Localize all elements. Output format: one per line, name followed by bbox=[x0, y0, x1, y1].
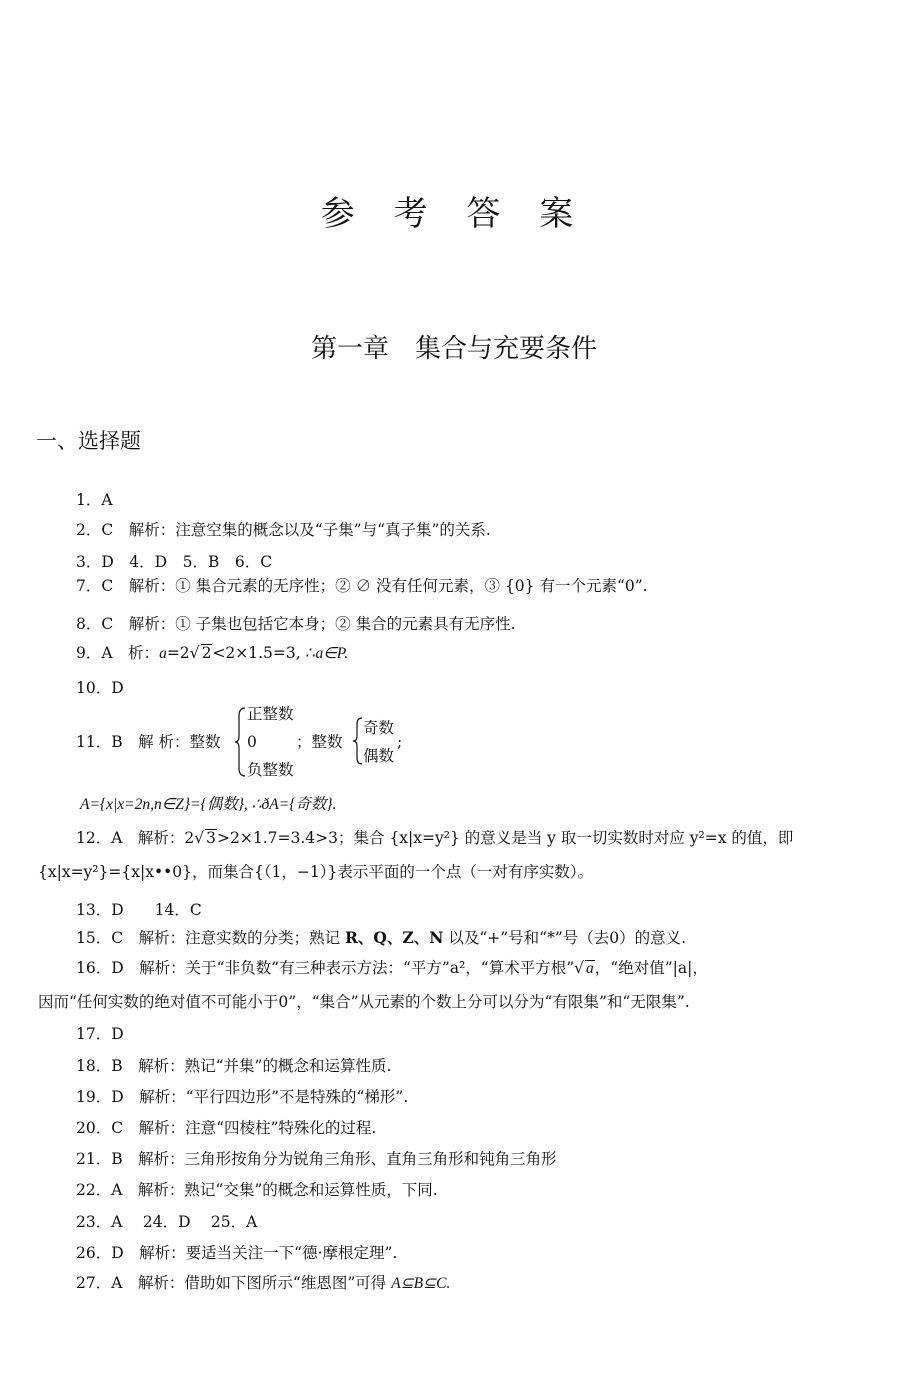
answer-27-relation: A⊆B⊆C. bbox=[391, 1275, 451, 1292]
answer-26: 26．D 解析：要适当关注一下“德·摩根定理”. bbox=[76, 1244, 398, 1262]
answer-7-text: 7．C 解析：① 集合元素的无序性；② ∅ 没有任何元素，③ bbox=[76, 577, 505, 595]
answer-12-radicand: 3 bbox=[206, 829, 217, 847]
answer-11-sets bbox=[80, 794, 336, 815]
answer-11-complement: A={奇数}. bbox=[269, 796, 337, 813]
answer-17: 17．D bbox=[76, 1025, 124, 1043]
answer-16-abs: ，“绝对值”|a|， bbox=[594, 959, 708, 977]
answer-9 bbox=[76, 643, 348, 664]
answer-21: 21．B 解析：三角形按角分为锐角三角形、直角三角形和钝角三角形 bbox=[76, 1150, 557, 1168]
answer-19: 19．D 解析：“平行四边形”不是特殊的“梯形”. bbox=[76, 1088, 409, 1106]
case-negative: 负整数 bbox=[247, 761, 294, 779]
answer-11-mid: ；整数 bbox=[296, 733, 343, 751]
answer-22: 22．A 解析：熟记“交集”的概念和运算性质，下同. bbox=[76, 1181, 438, 1199]
answer-3-6: 3．D 4．D 5．B 6．C bbox=[76, 553, 273, 571]
answer-16-cont: 因而“任何实数的绝对值不可能小于0”，“集合”从元素的个数上分可以分为“有限集”和“无限集”. bbox=[38, 993, 690, 1011]
answer-9-var: a bbox=[159, 645, 167, 662]
answer-9-concl: a∈P. bbox=[315, 645, 349, 662]
answer-2: 2．C 解析：注意空集的概念以及“子集”与“真子集”的关系. bbox=[76, 521, 491, 539]
answer-8: 8．C 解析：① 子集也包括它本身；② 集合的元素具有无序性. bbox=[76, 615, 516, 633]
answer-12-text: >2×1.7=3.4>3；集合 {x|x=y²} 的意义是当 y 取一切实数时对应 y²=x 的值，即 bbox=[217, 829, 794, 847]
answer-13-14: 13．D 14．C bbox=[76, 901, 202, 919]
answer-11-label: 11．B 解 析：整数 bbox=[76, 733, 221, 751]
section-heading: 一、选择题 bbox=[36, 429, 141, 453]
answer-20: 20．C 解析：注意“四棱柱”特殊化的过程. bbox=[76, 1119, 377, 1137]
case-positive: 正整数 bbox=[247, 705, 294, 723]
answer-27 bbox=[76, 1273, 450, 1294]
answer-9-radicand: 2 bbox=[201, 644, 212, 662]
answer-23-25: 23．A 24．D 25．A bbox=[76, 1213, 258, 1231]
page-title: 参 考 答 案 bbox=[320, 194, 588, 234]
chapter-heading: 第一章 集合与充要条件 bbox=[310, 334, 597, 364]
answer-11-set-a: A={x|x=2n,n∈Z}={偶数}, ∴ð bbox=[80, 796, 270, 813]
answer-15-end: 以及“+”号和“*”号（去0）的意义. bbox=[443, 929, 687, 947]
answer-9-eq: =2 bbox=[166, 644, 190, 662]
answer-7 bbox=[76, 576, 648, 596]
left-brace-icon bbox=[353, 716, 363, 766]
answer-10: 10．D bbox=[76, 679, 124, 697]
sqrt-icon: √ bbox=[189, 644, 200, 662]
case-odd: 奇数 bbox=[363, 719, 395, 737]
answer-7-end: 有一个元素“0”. bbox=[534, 577, 648, 595]
answer-12 bbox=[76, 828, 793, 848]
answer-1: 1．A bbox=[76, 491, 113, 509]
answer-7-set: {0} bbox=[504, 577, 535, 595]
answer-27-text: 27．A 解析：借助如下图所示“维恩图”可得 bbox=[76, 1274, 392, 1292]
answer-16-radicand: a bbox=[586, 960, 594, 977]
answer-9-label: 9．A 析： bbox=[76, 644, 160, 662]
answer-12-cont: {x|x=y²}={x|x••0}，而集合{（1，−1）}表示平面的一个点（一对有序实数）。 bbox=[38, 863, 594, 881]
answer-15 bbox=[76, 928, 686, 948]
left-brace-icon bbox=[235, 706, 247, 778]
answer-15-sets: R、Q、Z、N bbox=[345, 928, 444, 947]
answer-12-label: 12．A 解析：2 bbox=[76, 829, 195, 847]
answer-18: 18．B 解析：熟记“并集”的概念和运算性质. bbox=[76, 1057, 392, 1075]
answer-9-ineq: <2×1.5=3, ∴ bbox=[212, 644, 316, 662]
case-even: 偶数 bbox=[363, 747, 395, 765]
sqrt-icon: √ bbox=[194, 829, 205, 847]
answer-15-text: 15．C 解析：注意实数的分类；熟记 bbox=[76, 929, 346, 947]
answer-16-text: 16．D 解析：关于“非负数”有三种表示方法：“平方”a²，“算术平方根” bbox=[76, 959, 575, 977]
answer-11-end: ; bbox=[397, 733, 403, 751]
case-zero: 0 bbox=[247, 733, 257, 751]
sqrt-icon: √ bbox=[574, 959, 585, 977]
answer-16 bbox=[76, 958, 708, 978]
